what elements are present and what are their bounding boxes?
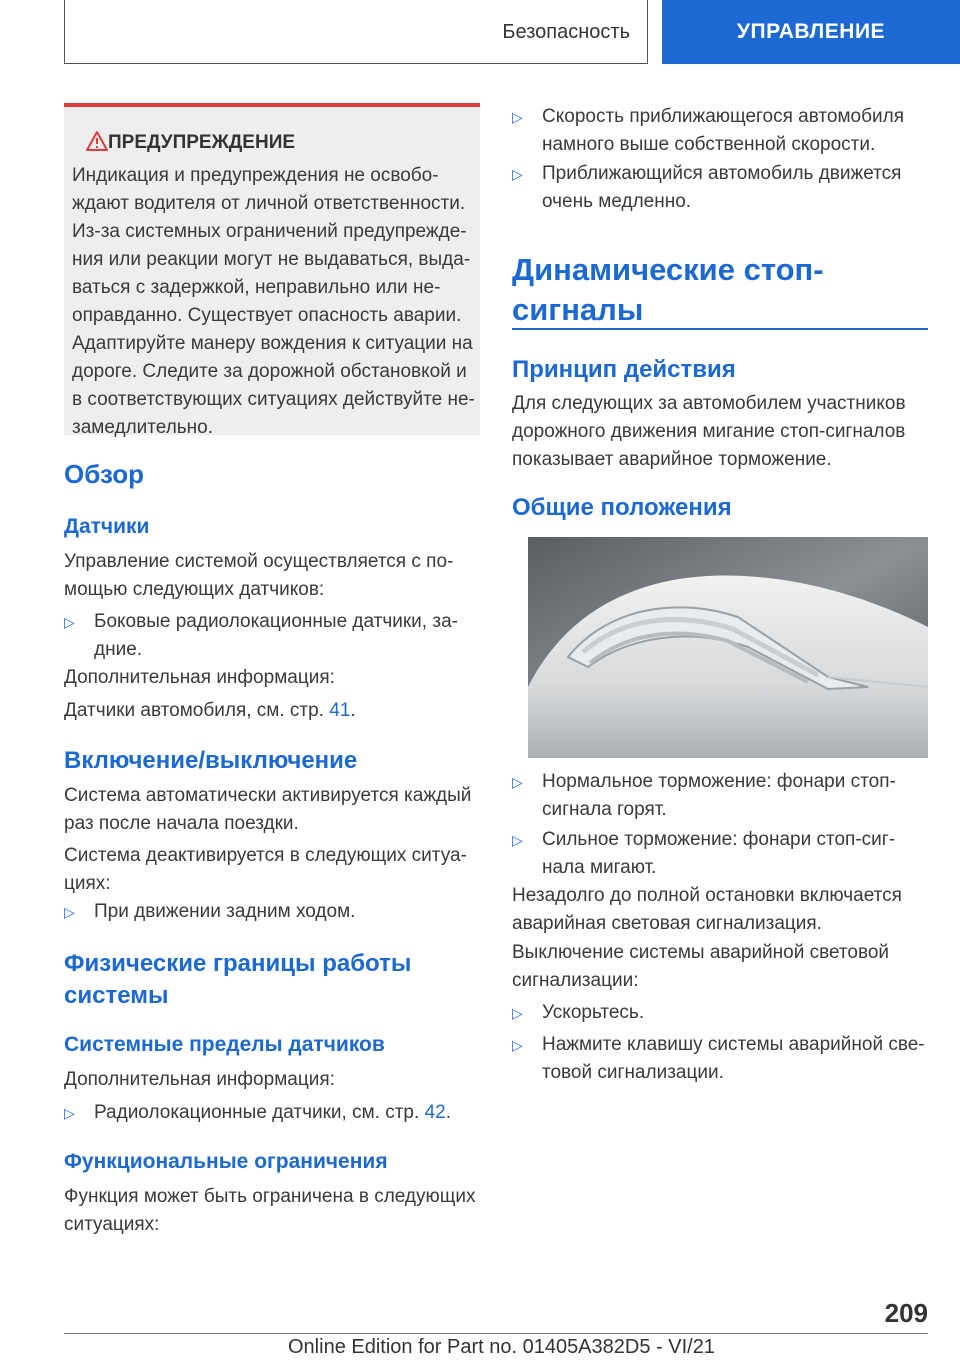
sensors-reference — [64, 697, 356, 725]
text-line: Сильное торможение: фонари стоп-сиг- — [542, 829, 896, 850]
warning-line: оправданно. Существует опасность аварии. — [72, 305, 462, 326]
heading-line: Динамические стоп- — [512, 252, 824, 287]
system-limits-heading: Системные пределы датчиков — [64, 1033, 385, 1056]
physical-limits-heading — [64, 948, 411, 1012]
onoff-paragraph — [64, 782, 480, 838]
chapter-tab[interactable]: УПРАВЛЕНИЕ — [662, 0, 960, 64]
text-line: нала мигают. — [542, 857, 657, 878]
heading-line: системы — [64, 982, 169, 1009]
warning-triangle-icon — [86, 131, 108, 151]
warning-line: ния или реакции могут не выдаваться, выда- — [72, 249, 471, 270]
principle-heading: Принцип действия — [512, 356, 736, 383]
section-title: Безопасность — [502, 20, 630, 43]
warning-line: замедлительно. — [72, 417, 214, 438]
text-line: сигнализации: — [512, 970, 639, 991]
onoff-heading: Включение/выключение — [64, 747, 358, 774]
text-line: Приближающийся автомобиль движется — [542, 163, 902, 184]
bullet-triangle-icon: ▷ — [512, 166, 523, 182]
page-link[interactable]: 42 — [424, 1102, 446, 1123]
principle-paragraph — [512, 390, 928, 474]
functional-limits-heading: Функциональные ограничения — [64, 1150, 388, 1173]
text-line: циях: — [64, 873, 111, 894]
warning-line: Из-за системных ограничений предупрежде- — [72, 221, 467, 242]
text-line: Управление системой осуществляется с по- — [64, 551, 454, 572]
text-line: Функция может быть ограничена в следующих — [64, 1186, 476, 1207]
text-line: аварийная световая сигнализация. — [512, 913, 822, 934]
list-item — [64, 1099, 480, 1127]
text-line: Система деактивируется в следующих ситуа- — [64, 845, 467, 866]
sensors-paragraph — [64, 548, 480, 604]
text-line: раз после начала поездки. — [64, 813, 299, 834]
reference-end: . — [445, 1102, 451, 1123]
heading-line: сигналы — [512, 292, 644, 327]
list-item — [512, 826, 928, 882]
list-item-text: При движении задним ходом. — [94, 901, 356, 922]
more-info-label: Дополнительная информация: — [64, 667, 335, 688]
warning-title: ПРЕДУПРЕЖДЕНИЕ — [108, 132, 296, 153]
hazard-off-paragraph — [512, 939, 928, 995]
text-line: Нажмите клавишу системы аварийной све- — [542, 1034, 925, 1055]
radar-reference — [94, 1099, 480, 1127]
text-line: мощью следующих датчиков: — [64, 579, 325, 600]
list-item — [512, 768, 928, 824]
text-line: Система автоматически активируется каждый — [64, 785, 472, 806]
warning-line: Индикация и предупреждения не освобо- — [72, 165, 439, 186]
text-line: Боковые радиолокационные датчики, за- — [94, 611, 458, 632]
reference-text: Датчики автомобиля, см. стр. — [64, 700, 330, 721]
list-item — [512, 1031, 928, 1087]
reference-end: . — [350, 700, 356, 721]
warning-line: ждают водителя от личной ответственности. — [72, 193, 466, 214]
text-line: ситуациях: — [64, 1214, 160, 1235]
warning-line: Адаптируйте манеру вождения к ситуации на — [72, 333, 473, 354]
heading-line: Физические границы работы — [64, 950, 412, 977]
dynamic-brake-lights-heading — [512, 250, 824, 330]
hazard-paragraph — [512, 882, 928, 938]
bullet-triangle-icon: ▷ — [64, 904, 75, 920]
list-item — [512, 103, 928, 159]
reference-text: Радиолокационные датчики, см. стр. — [94, 1102, 425, 1123]
text-line: Нормальное торможение: фонари стоп- — [542, 771, 896, 792]
overview-heading: Обзор — [64, 459, 144, 489]
text-line: показывает аварийное торможение. — [512, 449, 832, 470]
text-line: дорожного движения мигание стоп-сигналов — [512, 421, 906, 442]
warning-line: в соответствующих ситуациях действуйте не- — [72, 389, 475, 410]
bullet-triangle-icon: ▷ — [512, 1005, 523, 1021]
text-line: Для следующих за автомобилем участников — [512, 393, 906, 414]
heading-divider — [512, 328, 928, 330]
bullet-triangle-icon: ▷ — [512, 774, 523, 790]
warning-line: ваться с задержкой, неправильно или не- — [72, 277, 441, 298]
text-line: намного выше собственной скорости. — [542, 134, 876, 155]
bullet-triangle-icon: ▷ — [512, 1037, 523, 1053]
edition-text: Online Edition for Part no. 01405A382D5 - VI/21 — [288, 1336, 715, 1358]
text-line: дние. — [94, 639, 143, 660]
bullet-triangle-icon: ▷ — [512, 832, 523, 848]
list-item-text: Ускорьтесь. — [542, 1002, 645, 1023]
list-item — [64, 898, 480, 926]
bullet-triangle-icon: ▷ — [64, 614, 75, 630]
text-line: Выключение системы аварийной световой — [512, 942, 890, 963]
page-link[interactable]: 41 — [329, 700, 351, 721]
text-line: Скорость приближающегося автомобиля — [542, 106, 904, 127]
text-line: очень медленно. — [542, 191, 692, 212]
functional-limits-paragraph — [64, 1183, 480, 1239]
warning-text — [72, 162, 476, 442]
bullet-triangle-icon: ▷ — [512, 109, 523, 125]
warning-line: дороге. Следите за дорожной обстановкой и — [72, 361, 467, 382]
general-heading: Общие положения — [512, 494, 732, 521]
bullet-triangle-icon: ▷ — [64, 1105, 75, 1121]
brake-light-image — [528, 537, 928, 758]
list-item — [512, 999, 928, 1027]
text-line: сигнала горят. — [542, 799, 667, 820]
text-line: товой сигнализации. — [542, 1062, 724, 1083]
more-info-label: Дополнительная информация: — [64, 1069, 335, 1090]
sensors-heading: Датчики — [64, 515, 150, 538]
list-item — [64, 608, 480, 664]
list-item — [512, 160, 928, 216]
page-number: 209 — [884, 1298, 928, 1328]
deactivation-paragraph — [64, 842, 480, 898]
text-line: Незадолго до полной остановки включается — [512, 885, 902, 906]
